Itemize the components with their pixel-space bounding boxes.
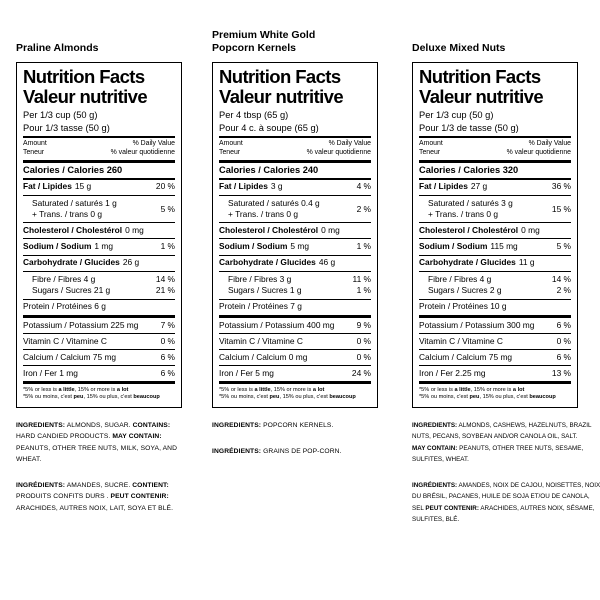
- nutrition-facts-box: [16, 62, 182, 408]
- product-title-line: Praline Almonds: [16, 42, 99, 54]
- footnote: [219, 384, 371, 402]
- dv-label-fr: % valeur quotidienne: [306, 148, 371, 156]
- dv-label-en: % Daily Value: [528, 140, 571, 147]
- fibre-percent: 11 %: [352, 274, 371, 285]
- product-title-line: Deluxe Mixed Nuts: [412, 42, 506, 54]
- nutrient-row-protein: [419, 300, 571, 315]
- sodium-percent: 1 %: [356, 241, 371, 252]
- nutrient-row-potassium: [23, 318, 175, 333]
- fat-label: Fat / Lipides: [419, 181, 468, 192]
- trans-label: + Trans. / trans 0 g: [32, 209, 103, 220]
- amount-label-en: Amount: [219, 140, 243, 147]
- daily-value-header: [219, 138, 371, 160]
- fat-label: Fat / Lipides: [219, 181, 268, 192]
- ingredients-fr: INGRÉDIENTS: AMANDES, NOIX DE CAJOU, NOISETTES, NOIX DU BRÉSIL, PACANES, HUILE DE SOJA ET/OU DE CANOLA, SEL PEUT CONTENIR: ARACHIDES, AUTRES NOIX, SÉSAME, SULFITES, BLÉ.: [412, 482, 600, 524]
- iron-percent: 13 %: [551, 367, 571, 378]
- ingredients-en: INGREDIENTS: POPCORN KERNELS.: [212, 421, 334, 429]
- vitamin-c-percent: 0 %: [356, 335, 371, 346]
- iron-label: Iron / Fer 5 mg: [219, 367, 274, 378]
- nutrient-row-saturated-trans: [219, 196, 371, 223]
- daily-value-header: [23, 138, 175, 160]
- nutrient-row-sugars: [23, 285, 175, 296]
- carbohydrate-label: Carbohydrate / Glucides: [219, 257, 316, 268]
- sodium-label: Sodium / Sodium: [419, 241, 488, 252]
- protein-label: Protein / Protéines 10 g: [419, 301, 507, 312]
- fibre-label: Fibre / Fibres 4 g: [32, 274, 96, 285]
- nutrient-row-fibre: [23, 274, 175, 285]
- ingredients-en-may-contain: MAY CONTAIN: PEANUTS, OTHER TREE NUTS, SESAME, SULFITES, WHEAT.: [412, 444, 584, 463]
- fat-amount: 15 g: [74, 181, 92, 192]
- nutrient-row-iron: [23, 366, 175, 381]
- sodium-label: Sodium / Sodium: [219, 241, 288, 252]
- nf-title-fr: Valeur nutritive: [23, 85, 148, 107]
- dv-label-fr: % valeur quotidienne: [110, 148, 175, 156]
- iron-label: Iron / Fer 1 mg: [23, 367, 78, 378]
- nutrient-row-vitamin-c: [419, 334, 571, 349]
- nf-title-fr: Valeur nutritive: [219, 85, 344, 107]
- sugars-label: Sugars / Sucres 1 g: [228, 285, 302, 296]
- sodium-amount: 5 mg: [290, 241, 310, 252]
- footnote-fr: *5% ou moins, c'est peu, 15% ou plus, c'est beaucoup: [23, 394, 160, 401]
- nutrient-row-calcium: [23, 350, 175, 365]
- serving-size-fr: Pour 1/3 de tasse (50 g): [419, 122, 519, 133]
- saturated-label: Saturated / saturés 3 g: [428, 198, 513, 209]
- nutrient-row-calcium: [419, 350, 571, 365]
- footnote-en: *5% or less is a little, 15% or more is a lot: [419, 387, 525, 394]
- nutrient-row-fibre: [219, 274, 371, 285]
- daily-value-header: [419, 138, 571, 160]
- protein-label: Protein / Protéines 7 g: [219, 301, 302, 312]
- nutrient-row-cholesterol: [23, 223, 175, 238]
- saturated-label: Saturated / saturés 1 g: [32, 198, 117, 209]
- footnote: [23, 384, 175, 402]
- carbohydrate-amount: 46 g: [318, 257, 336, 268]
- fat-percent: 4 %: [356, 181, 371, 192]
- nutrient-row-sugars: [419, 285, 571, 296]
- nutrient-row-fat: [23, 180, 175, 195]
- amount-label-en: Amount: [419, 140, 443, 147]
- label-panel-praline-almonds: [16, 14, 182, 514]
- iron-percent: 6 %: [160, 367, 175, 378]
- carbohydrate-amount: 11 g: [518, 257, 535, 268]
- nutrient-row-cholesterol: [419, 223, 571, 238]
- saturated-trans-percent: 2 %: [356, 204, 371, 215]
- serving-size-en: Per 4 tbsp (65 g): [219, 110, 289, 120]
- dv-label-en: % Daily Value: [132, 140, 175, 147]
- dv-label-fr: % valeur quotidienne: [506, 148, 571, 156]
- nf-title-en: Nutrition Facts: [23, 66, 145, 87]
- potassium-label: Potassium / Potassium 300 mg: [419, 319, 535, 330]
- potassium-label: Potassium / Potassium 400 mg: [219, 319, 335, 330]
- cholesterol-amount: 0 mg: [321, 225, 340, 236]
- nutrient-row-sodium: [219, 239, 371, 254]
- product-title: [412, 14, 578, 55]
- sodium-percent: 5 %: [556, 241, 571, 252]
- product-title: [16, 14, 182, 55]
- fibre-sugars-group: [23, 272, 175, 299]
- vitamin-c-label: Vitamin C / Vitamine C: [23, 335, 107, 346]
- nutrient-row-iron: [219, 366, 371, 381]
- vitamin-c-label: Vitamin C / Vitamine C: [419, 335, 503, 346]
- ingredients-en: INGREDIENTS: ALMONDS, CASHEWS, HAZELNUTS, BRAZIL NUTS, PECANS, SOYBEAN AND/OR CANOLA OIL, SALT.: [412, 421, 592, 441]
- fibre-sugars-group: [219, 272, 371, 299]
- carbohydrate-amount: 26 g: [122, 257, 140, 268]
- nutrition-facts-box: [412, 62, 578, 408]
- serving-size-fr: Pour 1/3 tasse (50 g): [23, 122, 110, 133]
- footnote: [419, 384, 571, 402]
- nf-title-en: Nutrition Facts: [419, 66, 541, 87]
- nutrient-row-sodium: [23, 239, 175, 254]
- saturated-trans-percent: 15 %: [551, 204, 571, 215]
- vitamin-c-percent: 0 %: [556, 335, 571, 346]
- potassium-percent: 9 %: [356, 319, 371, 330]
- calories-row: Calories / Calories 260: [23, 165, 123, 176]
- sugars-label: Sugars / Sucres 2 g: [428, 285, 502, 296]
- sugars-percent: 1 %: [356, 285, 371, 296]
- fat-percent: 20 %: [155, 181, 175, 192]
- nutrient-row-carbohydrate: [23, 256, 175, 271]
- protein-label: Protein / Protéines 6 g: [23, 301, 106, 312]
- footnote-en: *5% or less is a little, 15% or more is a lot: [23, 387, 129, 394]
- amount-label-fr: Teneur: [23, 148, 45, 156]
- nutrient-row-carbohydrate: [419, 256, 571, 271]
- fibre-sugars-group: [419, 272, 571, 299]
- potassium-percent: 6 %: [556, 319, 571, 330]
- nutrient-row-iron: [419, 366, 571, 381]
- nutrition-facts-box: [212, 62, 378, 408]
- calcium-percent: 6 %: [160, 351, 175, 362]
- nutrient-row-fat: [219, 180, 371, 195]
- nutrient-row-sugars: [219, 285, 371, 296]
- amount-label-en: Amount: [23, 140, 47, 147]
- serving-size-en: Per 1/3 cup (50 g): [419, 110, 494, 120]
- nutrient-row-saturated-trans: [419, 196, 571, 223]
- nutrient-row-fat: [419, 180, 571, 195]
- footnote-fr: *5% ou moins, c'est peu, 15% ou plus, c'est beaucoup: [419, 394, 556, 401]
- carbohydrate-label: Carbohydrate / Glucides: [419, 257, 516, 268]
- amount-label-fr: Teneur: [419, 148, 441, 156]
- ingredients-fr: INGRÉDIENTS: AMANDES, SUCRE. CONTIENT: PRODUITS CONFITS DURS . PEUT CONTENIR: ARACHIDES, AUTRES NOIX, LAIT, SOYA ET BLÉ.: [16, 482, 174, 512]
- carbohydrate-label: Carbohydrate / Glucides: [23, 257, 120, 268]
- cholesterol-label: Cholesterol / Cholestérol: [23, 225, 123, 236]
- nutrient-row-carbohydrate: [219, 256, 371, 271]
- fat-percent: 36 %: [551, 181, 571, 192]
- vitamin-c-label: Vitamin C / Vitamine C: [219, 335, 303, 346]
- calcium-label: Calcium / Calcium 75 mg: [23, 351, 117, 362]
- sodium-label: Sodium / Sodium: [23, 241, 92, 252]
- sodium-amount: 1 mg: [94, 241, 114, 252]
- calcium-percent: 0 %: [356, 351, 371, 362]
- fat-amount: 3 g: [270, 181, 283, 192]
- footnote-en: *5% or less is a little, 15% or more is a lot: [219, 387, 325, 394]
- trans-label: + Trans. / trans 0 g: [228, 209, 299, 220]
- fat-amount: 27 g: [470, 181, 488, 192]
- nutrient-row-sodium: [419, 239, 571, 254]
- calories-row: Calories / Calories 320: [419, 165, 519, 176]
- cholesterol-label: Cholesterol / Cholestérol: [219, 225, 319, 236]
- sugars-percent: 21 %: [155, 285, 175, 296]
- cholesterol-amount: 0 mg: [521, 225, 540, 236]
- nutrient-row-vitamin-c: [23, 334, 175, 349]
- serving-size-en: Per 1/3 cup (50 g): [23, 110, 98, 120]
- product-title-line: Premium White Gold: [212, 29, 316, 41]
- nutrient-row-protein: [23, 300, 175, 315]
- saturated-label: Saturated / saturés 0.4 g: [228, 198, 320, 209]
- ingredients-en: INGREDIENTS: ALMONDS, SUGAR. CONTAINS: HARD CANDIED PRODUCTS. MAY CONTAIN: PEANUTS, OTHER TREE NUTS, MILK, SOYA, AND WHEAT.: [16, 421, 178, 463]
- nf-title-en: Nutrition Facts: [219, 66, 341, 87]
- nutrient-row-vitamin-c: [219, 334, 371, 349]
- product-title-line: Popcorn Kernels: [212, 42, 297, 54]
- cholesterol-amount: 0 mg: [125, 225, 144, 236]
- vitamin-c-percent: 0 %: [160, 335, 175, 346]
- fat-label: Fat / Lipides: [23, 181, 72, 192]
- nutrient-row-saturated-trans: [23, 196, 175, 223]
- trans-label: + Trans. / trans 0 g: [428, 209, 499, 220]
- nf-title-fr: Valeur nutritive: [419, 85, 544, 107]
- sodium-amount: 115 mg: [490, 241, 518, 252]
- nutrient-row-calcium: [219, 350, 371, 365]
- dv-label-en: % Daily Value: [328, 140, 371, 147]
- calcium-label: Calcium / Calcium 0 mg: [219, 351, 308, 362]
- sugars-percent: 2 %: [556, 285, 571, 296]
- label-panel-popcorn-kernels: [212, 14, 378, 458]
- potassium-label: Potassium / Potassium 225 mg: [23, 319, 139, 330]
- potassium-percent: 7 %: [160, 319, 175, 330]
- amount-label-fr: Teneur: [219, 148, 241, 156]
- nutrient-row-fibre: [419, 274, 571, 285]
- ingredients-fr: INGRÉDIENTS: GRAINS DE POP-CORN.: [212, 448, 342, 456]
- saturated-trans-percent: 5 %: [160, 204, 175, 215]
- calcium-percent: 6 %: [556, 351, 571, 362]
- iron-label: Iron / Fer 2.25 mg: [419, 367, 486, 378]
- sugars-label: Sugars / Sucres 21 g: [32, 285, 111, 296]
- fibre-percent: 14 %: [551, 274, 571, 285]
- product-title: [212, 14, 378, 55]
- nutrient-row-potassium: [419, 318, 571, 333]
- iron-percent: 24 %: [351, 367, 371, 378]
- fibre-label: Fibre / Fibres 3 g: [228, 274, 292, 285]
- serving-size-fr: Pour 4 c. à soupe (65 g): [219, 122, 319, 133]
- calories-row: Calories / Calories 240: [219, 165, 319, 176]
- footnote-fr: *5% ou moins, c'est peu, 15% ou plus, c'est beaucoup: [219, 394, 356, 401]
- fibre-percent: 14 %: [155, 274, 175, 285]
- nutrient-row-protein: [219, 300, 371, 315]
- nutrient-row-potassium: [219, 318, 371, 333]
- label-panel-deluxe-mixed-nuts: [412, 14, 600, 525]
- nutrient-row-cholesterol: [219, 223, 371, 238]
- fibre-label: Fibre / Fibres 4 g: [428, 274, 492, 285]
- sodium-percent: 1 %: [160, 241, 175, 252]
- cholesterol-label: Cholesterol / Cholestérol: [419, 225, 519, 236]
- calcium-label: Calcium / Calcium 75 mg: [419, 351, 513, 362]
